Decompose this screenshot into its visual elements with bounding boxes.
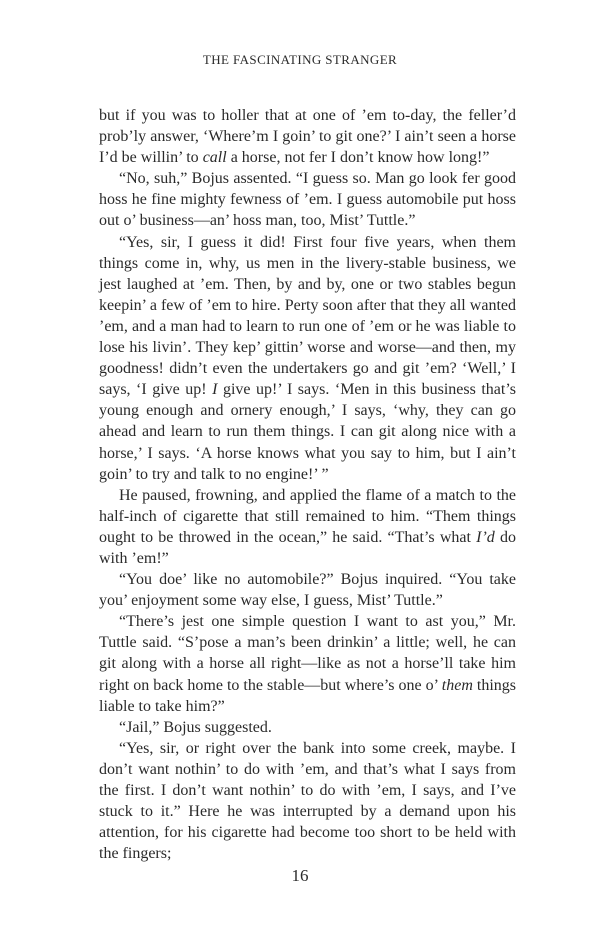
text-run: things liable to take him?”	[99, 676, 516, 715]
paragraph	[99, 485, 516, 569]
text-run: “Yes, sir, I guess it did! First four five years, when them things come in, why, us men in the livery-stable business, we jest laughed at ’em. Then, by and by, one or two stables begun keepin’ a few of ’em to hire. Perty soon after that they all wanted ’em, and a man had to learn to run one of ’em or he was liable to lose his livin’. They kep’ gittin’ worse and worse—and then, my goodness! didn’t even the undertakers go and git ’em? ‘Well,’ I says, ‘I give up!	[99, 233, 516, 399]
text-run: “There’s jest one simple question I want to ast you,” Mr. Tuttle said. “S’pose a man’s been drinkin’ a little; well, he can git along with a horse all right—like as not a horse’ll take him right on back home to the stable—but where’s one o’	[99, 613, 516, 694]
text-run: He paused, frowning, and applied the flame of a match to the half-inch of cigarette that still remained to him. “Them things ought to be throwed in the ocean,” he said. “That’s what	[99, 486, 516, 546]
text-run: a horse, not fer I don’t know how long!”	[226, 149, 490, 167]
italic-text: call	[202, 149, 227, 167]
paragraph	[99, 611, 516, 716]
text-run: “Yes, sir, or right over the bank into some creek, maybe. I don’t want nothin’ to do with ’em, and that’s what I says from the first. I don’t want nothin’ to do with ’em, I says, and I’ve stuck to it.” Here he was interrupted by a demand upon his attention, for his cigarette had become too short to be held with the fingers;	[99, 739, 516, 863]
paragraph	[99, 168, 516, 231]
italic-text: them	[441, 676, 473, 694]
paragraph	[99, 569, 516, 611]
running-head: THE FASCINATING STRANGER	[202, 52, 398, 67]
text-run: “You doe’ like no automobile?” Bojus inquired. “You take you’ enjoyment some way else, I guess, Mist’ Tuttle.”	[99, 571, 516, 610]
text-run: “Jail,” Bojus suggested.	[119, 718, 272, 736]
body-text	[99, 105, 516, 864]
italic-text: I’d	[476, 528, 495, 546]
paragraph	[99, 232, 516, 485]
page-number: 16	[291, 866, 309, 885]
italic-text: I	[212, 381, 218, 399]
text-run: “No, suh,” Bojus assented. “I guess so. Man go look fer good hoss he fine mighty fewness of ’em. I guess automobile put hoss out o’ business—an’ hoss man, too, Mist’ Tuttle.”	[99, 170, 516, 230]
paragraph	[99, 717, 516, 738]
paragraph	[99, 738, 516, 865]
text-run: but if you was to holler that at one of ’em to-day, the feller’d prob’ly answer, ‘Where’m I goin’ to git one?’ I ain’t seen a horse I’d be willin’ to	[99, 107, 516, 167]
paragraph	[99, 105, 516, 168]
text-run: do with ’em!”	[99, 528, 517, 567]
text-run: give up!’ I says. ‘Men in this business that’s young enough and ornery enough,’ I says, ‘why, they can go ahead and learn to run them things. I can git along nice with a horse,’ I says. ‘A horse knows what you say to him, but I ain’t goin’ to try and talk to no engine!’ ”	[99, 381, 516, 483]
